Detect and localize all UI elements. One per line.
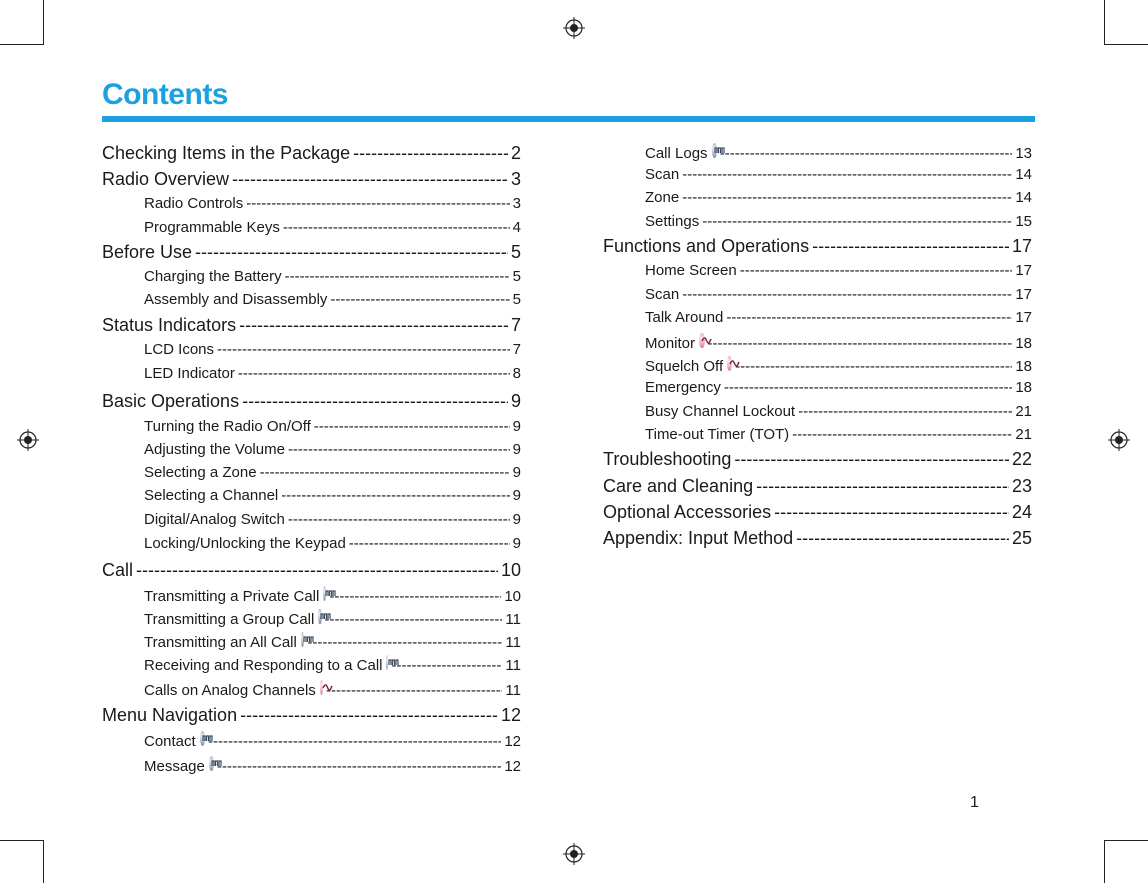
- toc-entry[interactable]: [144, 219, 521, 236]
- toc-leader-dots: [792, 426, 1012, 443]
- toc-leader-dots: [349, 535, 510, 552]
- toc-entry-page: 9: [512, 418, 521, 435]
- toc-leader-dots: [702, 213, 1012, 230]
- toc-entry[interactable]: [144, 535, 521, 552]
- toc-entry-label: Scan: [645, 286, 680, 303]
- toc-entry-label: Transmitting a Group Call: [144, 611, 315, 628]
- registration-mark-bottom-icon: [563, 843, 585, 865]
- toc-entry-page: 13: [1015, 145, 1032, 162]
- toc-entry-label: LED Indicator: [144, 365, 235, 382]
- toc-entry-page: 10: [500, 560, 521, 580]
- digital-mode-icon: [318, 609, 321, 624]
- toc-entry-label: Zone: [645, 189, 680, 206]
- toc-entry-label: Time-out Timer (TOT): [645, 426, 790, 443]
- crop-mark-bottom-right-v: [1104, 840, 1105, 883]
- toc-entry-label: Contact: [144, 733, 196, 750]
- analog-mode-icon: [320, 680, 323, 695]
- toc-entry-page: 22: [1011, 449, 1032, 469]
- toc-entry-label: Transmitting an All Call: [144, 634, 297, 651]
- toc-entry-page: 9: [512, 441, 521, 458]
- page-title: Contents: [102, 78, 228, 111]
- toc-entry[interactable]: [102, 242, 521, 263]
- toc-entry[interactable]: [144, 731, 521, 750]
- toc-entry-label: Calls on Analog Channels: [144, 682, 316, 699]
- toc-entry-page: 3: [512, 195, 521, 212]
- toc-leader-dots: [232, 169, 508, 190]
- toc-entry[interactable]: [603, 502, 1032, 523]
- toc-entry-page: 12: [504, 758, 521, 775]
- crop-mark-top-left-v: [43, 0, 44, 45]
- toc-entry[interactable]: [102, 169, 521, 190]
- toc-entry-page: 11: [505, 682, 521, 699]
- toc-entry[interactable]: [645, 166, 1032, 183]
- toc-leader-dots: [756, 476, 1009, 497]
- toc-entry[interactable]: [102, 560, 521, 581]
- crop-mark-top-left-h: [0, 44, 44, 45]
- toc-leader-dots: [325, 611, 503, 628]
- toc-entry-label: Locking/Unlocking the Keypad: [144, 535, 346, 552]
- toc-entry-label: Call: [102, 560, 134, 580]
- toc-entry-label: Digital/Analog Switch: [144, 511, 285, 528]
- crop-mark-top-right-h: [1104, 44, 1148, 45]
- toc-leader-dots: [326, 682, 502, 699]
- toc-leader-dots: [720, 145, 1013, 162]
- toc-leader-dots: [353, 143, 508, 164]
- toc-entry[interactable]: [144, 487, 521, 504]
- toc-entry[interactable]: [645, 426, 1032, 443]
- toc-leader-dots: [195, 242, 508, 263]
- toc-entry-page: 17: [1015, 262, 1032, 279]
- toc-entry-label: Message: [144, 758, 205, 775]
- toc-entry[interactable]: [144, 268, 521, 285]
- toc-entry-page: 21: [1015, 426, 1032, 443]
- toc-entry-label: Checking Items in the Package: [102, 143, 351, 163]
- toc-leader-dots: [307, 634, 502, 651]
- toc-entry-label: Troubleshooting: [603, 449, 732, 469]
- toc-entry-label: LCD Icons: [144, 341, 215, 358]
- toc-entry-page: 9: [512, 511, 521, 528]
- toc-entry-label: Basic Operations: [102, 391, 240, 411]
- toc-entry-page: 7: [512, 341, 521, 358]
- toc-entry[interactable]: [645, 356, 1032, 375]
- toc-entry-page: 11: [505, 611, 521, 628]
- toc-entry-label: Appendix: Input Method: [603, 528, 794, 548]
- toc-leader-dots: [242, 391, 508, 412]
- toc-entry-label: Adjusting the Volume: [144, 441, 285, 458]
- toc-entry-page: 11: [505, 634, 521, 651]
- registration-mark-top-icon: [563, 17, 585, 39]
- toc-entry-page: 23: [1011, 476, 1032, 496]
- toc-leader-dots: [239, 315, 508, 336]
- toc-leader-dots: [217, 341, 510, 358]
- toc-leader-dots: [796, 528, 1009, 549]
- analog-mode-icon: [727, 356, 732, 371]
- toc-entry-label: Turning the Radio On/Off: [144, 418, 311, 435]
- toc-entry[interactable]: [144, 655, 521, 674]
- toc-entry-page: 14: [1015, 166, 1032, 183]
- toc-leader-dots: [285, 268, 510, 285]
- toc-leader-dots: [774, 502, 1009, 523]
- page-number: 1: [970, 794, 979, 811]
- toc-leader-dots: [283, 219, 510, 236]
- toc-entry-page: 9: [512, 464, 521, 481]
- digital-mode-icon: [386, 655, 388, 670]
- toc-entry-label: Busy Channel Lockout: [645, 403, 796, 420]
- toc-entry-label: Radio Controls: [144, 195, 244, 212]
- crop-mark-bottom-left-h: [0, 840, 44, 841]
- toc-entry[interactable]: [144, 680, 521, 699]
- toc-entry-page: 18: [1015, 335, 1032, 352]
- toc-entry-label: Settings: [645, 213, 700, 230]
- toc-leader-dots: [260, 464, 510, 481]
- toc-entry-page: 5: [512, 291, 521, 308]
- toc-leader-dots: [726, 309, 1012, 326]
- toc-leader-dots: [288, 511, 510, 528]
- toc-leader-dots: [682, 166, 1012, 183]
- crop-mark-bottom-right-h: [1104, 840, 1148, 841]
- analog-mode-icon: [699, 333, 704, 348]
- toc-entry-page: 12: [504, 733, 521, 750]
- toc-entry-page: 11: [505, 657, 521, 674]
- toc-entry-page: 3: [510, 169, 521, 189]
- toc-entry-page: 17: [1015, 309, 1032, 326]
- toc-entry-page: 8: [512, 365, 521, 382]
- toc-entry-label: Scan: [645, 166, 680, 183]
- toc-leader-dots: [281, 487, 509, 504]
- toc-entry-label: Selecting a Zone: [144, 464, 257, 481]
- toc-entry[interactable]: [603, 236, 1032, 257]
- toc-entry-label: Squelch Off: [645, 358, 724, 375]
- registration-mark-right-icon: [1108, 429, 1130, 451]
- toc-entry[interactable]: [102, 705, 521, 726]
- toc-entry-page: 9: [512, 535, 521, 552]
- toc-entry-label: Before Use: [102, 242, 193, 262]
- toc-entry[interactable]: [102, 143, 521, 164]
- toc-entry-page: 17: [1011, 236, 1032, 256]
- toc-leader-dots: [314, 418, 510, 435]
- toc-leader-dots: [246, 195, 509, 212]
- toc-leader-dots: [288, 441, 510, 458]
- digital-mode-icon: [209, 756, 214, 771]
- toc-entry-page: 25: [1011, 528, 1032, 548]
- toc-entry[interactable]: [603, 476, 1032, 497]
- toc-entry[interactable]: [645, 379, 1032, 396]
- toc-entry[interactable]: [645, 309, 1032, 326]
- toc-entry[interactable]: [144, 609, 521, 628]
- toc-entry[interactable]: [102, 315, 521, 336]
- toc-entry-page: 7: [510, 315, 521, 335]
- toc-entry-page: 2: [510, 143, 521, 163]
- toc-entry-label: Call Logs: [645, 145, 708, 162]
- toc-entry[interactable]: [144, 195, 521, 212]
- toc-leader-dots: [217, 758, 501, 775]
- toc-entry-label: Radio Overview: [102, 169, 230, 189]
- toc-leader-dots: [708, 335, 1013, 352]
- toc-entry[interactable]: [144, 464, 521, 481]
- toc-entry-label: Programmable Keys: [144, 219, 280, 236]
- toc-leader-dots: [208, 733, 501, 750]
- digital-mode-icon: [323, 586, 326, 601]
- toc-leader-dots: [136, 560, 498, 581]
- toc-entry-page: 21: [1015, 403, 1032, 420]
- toc-entry[interactable]: [144, 418, 521, 435]
- toc-entry[interactable]: [645, 262, 1032, 279]
- toc-entry-page: 24: [1011, 502, 1032, 522]
- toc-entry[interactable]: [645, 286, 1032, 303]
- toc-entry-page: 14: [1015, 189, 1032, 206]
- toc-entry-page: 15: [1015, 213, 1032, 230]
- toc-entry-label: Receiving and Responding to a Call: [144, 657, 383, 674]
- toc-entry-page: 5: [512, 268, 521, 285]
- toc-entry-label: Menu Navigation: [102, 705, 238, 725]
- toc-entry-label: Transmitting a Private Call: [144, 588, 320, 605]
- digital-mode-icon: [200, 731, 205, 746]
- toc-entry-page: 9: [512, 487, 521, 504]
- toc-entry[interactable]: [645, 143, 1032, 162]
- toc-entry[interactable]: [144, 441, 521, 458]
- toc-entry-page: 10: [504, 588, 521, 605]
- toc-entry[interactable]: [102, 391, 521, 412]
- title-rule: [102, 116, 1035, 122]
- toc-leader-dots: [734, 449, 1009, 470]
- toc-entry-page: 12: [500, 705, 521, 725]
- registration-mark-left-icon: [17, 429, 39, 451]
- toc-leader-dots: [682, 286, 1012, 303]
- toc-entry-page: 17: [1015, 286, 1032, 303]
- toc-leader-dots: [330, 291, 509, 308]
- toc-entry-page: 18: [1015, 379, 1032, 396]
- toc-entry[interactable]: [645, 403, 1032, 420]
- toc-entry-page: 4: [512, 219, 521, 236]
- toc-entry-label: Charging the Battery: [144, 268, 282, 285]
- toc-entry[interactable]: [603, 449, 1032, 470]
- toc-leader-dots: [682, 189, 1012, 206]
- toc-entry[interactable]: [645, 333, 1032, 352]
- toc-entry-label: Care and Cleaning: [603, 476, 754, 496]
- toc-entry-page: 5: [510, 242, 521, 262]
- toc-leader-dots: [740, 262, 1013, 279]
- toc-entry-label: Talk Around: [645, 309, 724, 326]
- toc-leader-dots: [724, 379, 1012, 396]
- toc-entry[interactable]: [144, 341, 521, 358]
- toc-entry-label: Selecting a Channel: [144, 487, 279, 504]
- digital-mode-icon: [301, 632, 305, 647]
- crop-mark-bottom-left-v: [43, 840, 44, 883]
- toc-entry[interactable]: [144, 365, 521, 382]
- toc-leader-dots: [391, 657, 502, 674]
- toc-leader-dots: [812, 236, 1009, 257]
- toc-entry-page: 18: [1015, 358, 1032, 375]
- toc-entry[interactable]: [645, 213, 1032, 230]
- toc-leader-dots: [735, 358, 1012, 375]
- toc-entry-label: Monitor: [645, 335, 696, 352]
- toc-entry-label: Optional Accessories: [603, 502, 772, 522]
- toc-leader-dots: [238, 365, 510, 382]
- toc-leader-dots: [798, 403, 1012, 420]
- toc-leader-dots: [240, 705, 498, 726]
- digital-mode-icon: [712, 143, 717, 158]
- toc-entry-label: Emergency: [645, 379, 721, 396]
- toc-entry[interactable]: [144, 632, 521, 651]
- toc-leader-dots: [329, 588, 501, 605]
- toc-entry[interactable]: [144, 756, 521, 775]
- toc-entry-page: 9: [510, 391, 521, 411]
- toc-entry-label: Status Indicators: [102, 315, 237, 335]
- toc-entry-label: Home Screen: [645, 262, 737, 279]
- toc-entry-label: Assembly and Disassembly: [144, 291, 328, 308]
- crop-mark-top-right-v: [1104, 0, 1105, 45]
- toc-entry[interactable]: [144, 291, 521, 308]
- toc-entry[interactable]: [144, 586, 521, 605]
- toc-entry[interactable]: [603, 528, 1032, 549]
- toc-entry[interactable]: [645, 189, 1032, 206]
- toc-entry[interactable]: [144, 511, 521, 528]
- toc-entry-label: Functions and Operations: [603, 236, 810, 256]
